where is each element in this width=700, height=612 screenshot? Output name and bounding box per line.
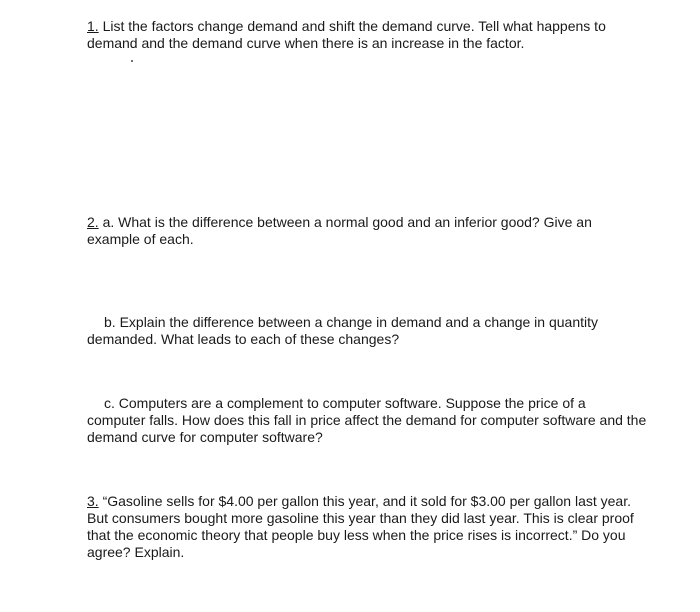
question-2a-text: a. What is the difference between a normal good and an inferior good? Give an example of each. — [87, 214, 592, 247]
stray-dot-mark — [131, 60, 133, 62]
question-1-text: List the factors change demand and shift the demand curve. Tell what happens to demand and the demand curve when there is an increase in the factor. — [87, 18, 606, 51]
question-2-number: 2. — [87, 214, 99, 230]
question-2c-text: c. Computers are a complement to computer software. Suppose the price of a computer falls. How does this fall in price affect the demand for computer software and the demand curve for computer software? — [87, 395, 647, 445]
question-3 — [87, 493, 647, 561]
question-2a — [87, 214, 647, 248]
question-2b-text: b. Explain the difference between a change in demand and a change in quantity demanded. What leads to each of these changes? — [87, 314, 598, 347]
question-3-number: 3. — [87, 493, 99, 509]
question-2b — [87, 314, 647, 348]
question-3-text: “Gasoline sells for $4.00 per gallon this year, and it sold for $3.00 per gallon last year. But consumers bought more gasoline this year than they did last year. This is clear proof that the economic theory that people buy less when the price rises is incorrect.” Do you agree? Explain. — [87, 493, 634, 560]
question-1-number: 1. — [87, 18, 99, 34]
question-1 — [87, 18, 647, 52]
question-2c — [87, 395, 647, 446]
